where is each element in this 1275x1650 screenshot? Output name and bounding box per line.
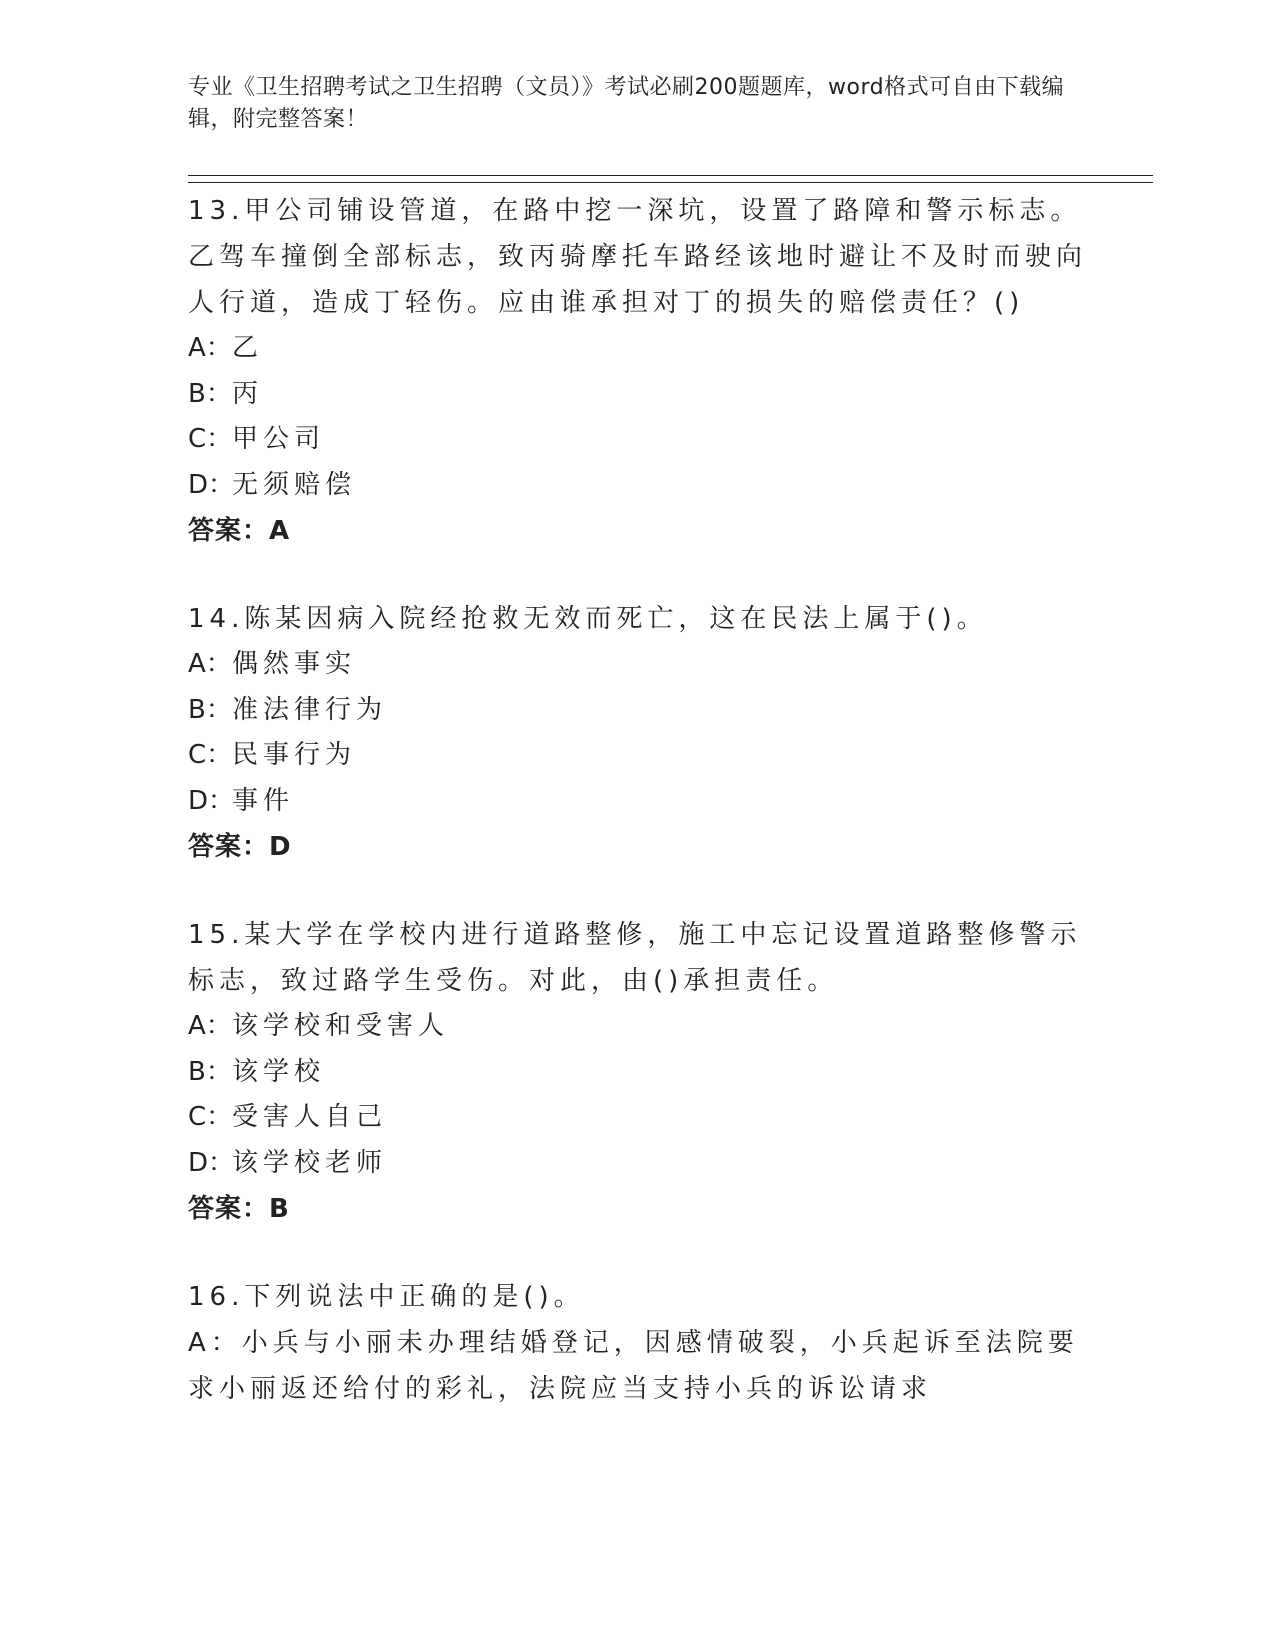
option-a [188, 1004, 1088, 1050]
option-c [188, 417, 1088, 463]
option-key: D： [188, 785, 235, 816]
option-text: 偶然事实 [232, 649, 357, 679]
option-a [188, 642, 1088, 688]
option-text: 乙 [232, 333, 264, 363]
question-16 [188, 1274, 1088, 1412]
question-text: 13.甲公司铺设管道，在路中挖一深坑，设置了路障和警示标志。乙驾车撞倒全部标志，致丙骑摩托车路经该地时避让不及时而驶向人行道，造成丁轻伤。应由谁承担对丁的损失的赔偿责任？() [188, 196, 1088, 318]
option-text: 民事行为 [232, 740, 357, 770]
option-key: C： [188, 1102, 233, 1132]
option-key: D： [188, 1147, 235, 1178]
header-rule-bottom [188, 182, 1153, 183]
option-text: 甲公司 [232, 424, 326, 454]
option-d [188, 463, 1088, 509]
option-d [188, 779, 1088, 825]
option-key: A： [188, 1011, 232, 1041]
option-text: 受害人自己 [232, 1102, 388, 1132]
question-text: 16.下列说法中正确的是()。 [188, 1282, 585, 1312]
question-text: 15.某大学在学校内进行道路整修，施工中忘记设置道路整修警示标志，致过路学生受伤。对此，由()承担责任。 [188, 920, 1082, 996]
option-c [188, 1095, 1088, 1141]
option-key: B： [188, 378, 232, 409]
option-text: 事件 [232, 785, 295, 816]
option-text: 无须赔偿 [232, 469, 357, 500]
option-text: 该学校 [232, 1056, 326, 1087]
option-b [188, 1050, 1088, 1096]
header-rule-top [188, 175, 1153, 176]
answer-line: 答案：A [188, 516, 291, 546]
question-text: 14.陈某因病入院经抢救无效而死亡，这在民法上属于()。 [188, 604, 988, 634]
option-key: A： [188, 1328, 242, 1358]
option-key: A： [188, 649, 232, 679]
answer-line: 答案：B [188, 1194, 290, 1224]
option-key: C： [188, 740, 233, 770]
option-text: 丙 [232, 378, 264, 409]
option-text: 该学校和受害人 [232, 1011, 450, 1041]
option-key: D： [188, 469, 235, 500]
question-14 [188, 596, 1088, 870]
option-a [188, 1320, 1088, 1412]
option-b [188, 688, 1088, 734]
option-text: 小兵与小丽未办理结婚登记，因感情破裂，小兵起诉至法院要求小丽返还给付的彩礼，法院应当支持小兵的诉讼请求 [188, 1328, 1079, 1404]
option-d [188, 1141, 1088, 1187]
option-key: C： [188, 424, 233, 454]
option-key: A： [188, 333, 232, 363]
option-b [188, 372, 1088, 418]
document-header: 专业《卫生招聘考试之卫生招聘（文员）》考试必刷200题题库，word格式可自由下载编辑，附完整答案！ [188, 75, 1065, 132]
option-key: B： [188, 1056, 232, 1087]
option-c [188, 733, 1088, 779]
question-15 [188, 912, 1088, 1232]
answer-line: 答案：D [188, 832, 292, 862]
option-text: 准法律行为 [232, 694, 388, 725]
option-key: B： [188, 694, 232, 725]
question-13 [188, 188, 1088, 554]
option-text: 该学校老师 [232, 1147, 388, 1178]
option-a [188, 326, 1088, 372]
